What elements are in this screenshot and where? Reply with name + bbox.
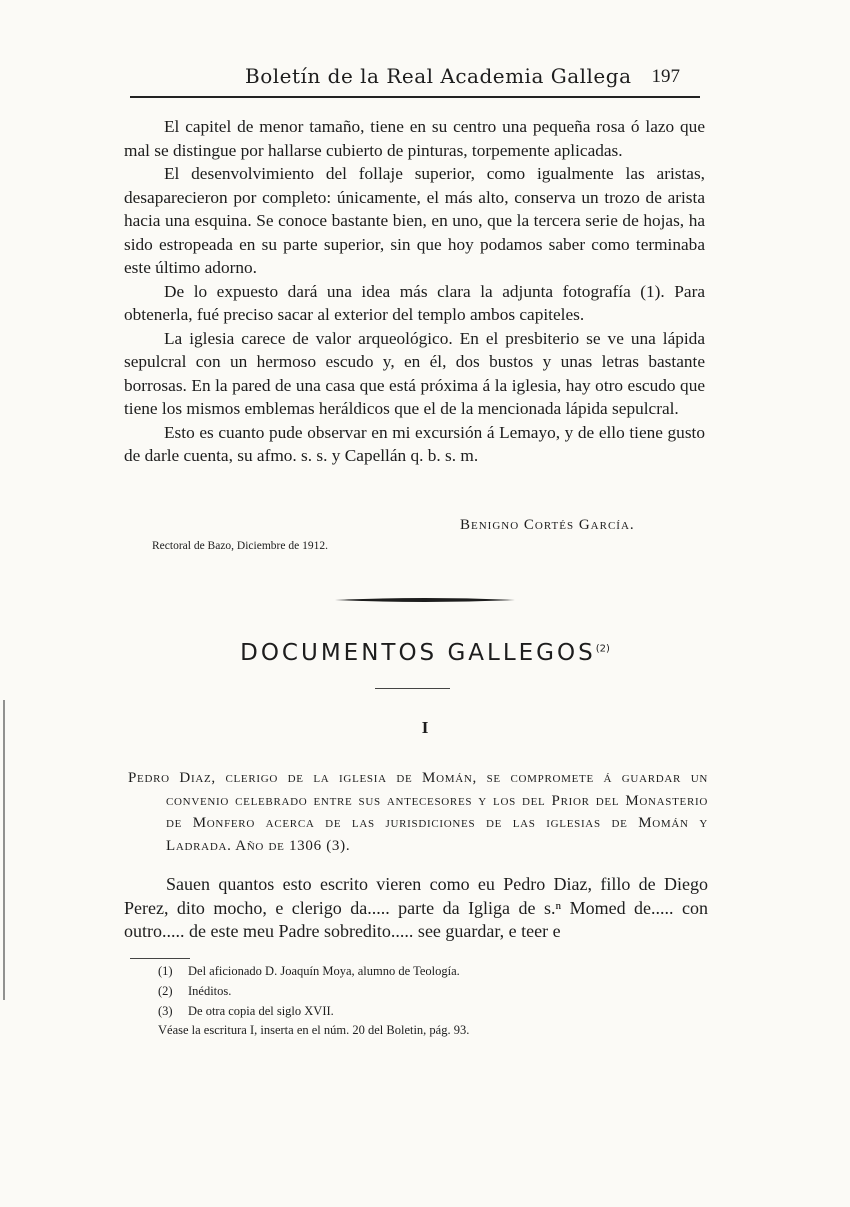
ornament-divider — [335, 595, 515, 605]
footnote-reference: Véase la escritura I, inserta en el núm. 20 del Boletin, pág. 93. — [158, 1023, 470, 1038]
footnote-text: Del aficionado D. Joaquín Moya, alumno de Teología. — [188, 964, 460, 978]
journal-title: Boletín de la Real Academia Gallega — [245, 64, 632, 88]
footnote — [158, 1002, 469, 1022]
title-rule — [375, 688, 450, 689]
paragraph: El desenvolvimiento del follaje superior, como igualmente las aristas, desaparecieron por completo: únicamente, el más alto, conserva un trozo de arista hacia una esquina. Se conoce bastante bien, en uno, que la tercera serie de hojas, ha sido estropeada en su parte superior, sin que hoy podamos saber como terminaba este último adorno. — [124, 164, 705, 277]
paragraph: El capitel de menor tamaño, tiene en su centro una pequeña rosa ó lazo que mal se distingue por hallarse cubierto de pinturas, torpemente aplicadas. — [124, 117, 705, 160]
section-note-mark: (2) — [595, 643, 610, 655]
footnote-rule — [130, 958, 190, 959]
footnote-mark: (3) — [158, 1003, 173, 1018]
footnote — [158, 962, 469, 982]
footnote-mark: (1) — [158, 964, 173, 978]
author-signature: Benigno Cortés García. — [460, 517, 635, 533]
transcription-text: Sauen quantos esto escrito vieren como eu Pedro Diaz, fillo de Diego Perez, dito mocho, e clerigo da..... parte da Igliga de s.ⁿ Momed de..... con outro..... de este meu Padre sobredito..... see guardar, e teer e — [124, 874, 708, 941]
paragraph: Esto es cuanto pude observar en mi excursión á Lemayo, y de ello tiene gusto de darle cuenta, su afmo. s. s. y Capellán q. b. s. m. — [124, 422, 705, 465]
footnotes — [158, 962, 469, 1041]
document-transcription — [124, 873, 708, 944]
page-number: 197 — [651, 66, 680, 87]
document-heading — [128, 767, 708, 857]
header-rule — [130, 96, 700, 98]
footnote-text: De otra copia del siglo XVII. — [188, 1003, 334, 1018]
document-number: I — [421, 718, 429, 737]
document-heading-text: Pedro Diaz, clerigo de la iglesia de Momán, se compromete á guardar un convenio celebrado entre sus antecesores y los del Prior del Monasterio de Monfero acerca de las jurisdiciones de las iglesias de Momán y Ladrada. Año de 1306 (3). — [128, 770, 708, 854]
binding-edge-line — [3, 700, 5, 1000]
footnote — [158, 982, 469, 1002]
article-body — [124, 115, 705, 468]
paragraph: La iglesia carece de valor arqueológico. En el presbiterio se ve una lápida sepulcral con un hermoso escudo y, en él, dos bustos y unas letras bastante borrosas. En la pared de una casa que está próxima á la iglesia, hay otro escudo que tiene los mismos emblemas heráldicos que el de la mencionada lápida sepulcral. — [124, 328, 705, 418]
dateline: Rectoral de Bazo, Diciembre de 1912. — [152, 540, 328, 552]
section-title-text: DOCUMENTOS GALLEGOS — [240, 640, 596, 666]
footnote-text: Inéditos. — [188, 983, 232, 998]
section-title — [0, 640, 850, 666]
page-header — [130, 62, 700, 98]
footnote-mark: (2) — [158, 983, 173, 998]
paragraph: De lo expuesto dará una idea más clara la adjunta fotografía (1). Para obtenerla, fué preciso sacar al exterior del templo ambos capiteles. — [124, 281, 705, 324]
